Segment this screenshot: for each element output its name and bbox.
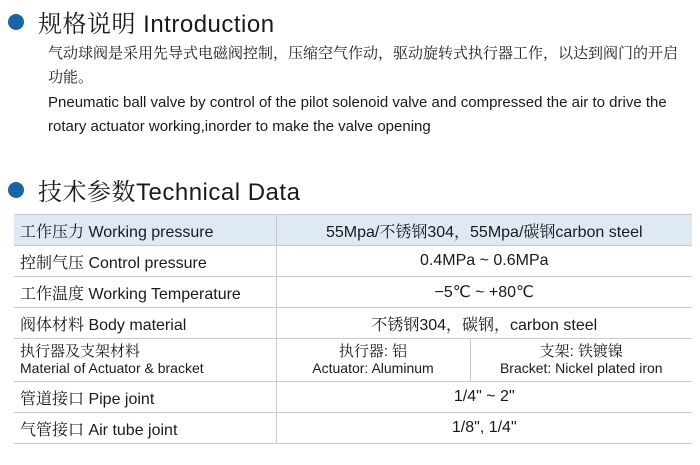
row-label-en: Material of Actuator & bracket [20,360,204,376]
actuator-material-en: Actuator: Aluminum [312,360,434,376]
technical-data-title: 技术参数Technical Data [38,179,301,206]
introduction-title: 规格说明 Introduction [38,11,275,38]
table-row [14,382,692,413]
row-label: 阀体材料 Body material [14,308,276,339]
table-row [14,246,692,277]
table-row [14,215,692,246]
row-value: 1/4" ~ 2" [276,382,692,413]
row-label [14,339,276,382]
row-value: 55Mpa/不锈钢304，55Mpa/碳钢carbon steel [276,215,692,246]
actuator-material [276,339,470,382]
row-value: 不锈钢304，碳钢，carbon steel [276,308,692,339]
row-value: −5℃ ~ +80℃ [276,277,692,308]
introduction-text-zh: 气动球阀是采用先导式电磁阀控制，压缩空气作动，驱动旋转式执行器工作，以达到阀门的开启功能。 [48,45,679,86]
actuator-material-zh: 执行器: 铝 [338,343,408,360]
technical-data-heading [8,172,300,207]
bullet-icon [8,14,24,30]
table-row [14,413,692,444]
row-label-zh: 执行器及支架材料 [20,343,141,360]
introduction-text-en: Pneumatic ball valve by control of the pilot solenoid valve and compressed the air to drive the rotary actuator working,inorder to make the valve opening [48,94,667,135]
bullet-icon [8,182,24,198]
row-value: 0.4MPa ~ 0.6MPa [276,246,692,277]
row-value: 1/8", 1/4" [276,413,692,444]
bracket-material [470,339,692,382]
table-row [14,308,692,339]
technical-data-table [14,214,692,444]
row-label: 管道接口 Pipe joint [14,382,276,413]
table-row [14,339,692,382]
row-label: 工作压力 Working pressure [14,215,276,246]
bracket-material-en: Bracket: Nickel plated iron [499,360,663,376]
row-label: 气管接口 Air tube joint [14,413,276,444]
row-label: 工作温度 Working Temperature [14,277,276,308]
introduction-heading [8,4,275,39]
row-label: 控制气压 Control pressure [14,246,276,277]
bracket-material-zh: 支架: 铁镀镍 [539,343,623,360]
table-row [14,277,692,308]
